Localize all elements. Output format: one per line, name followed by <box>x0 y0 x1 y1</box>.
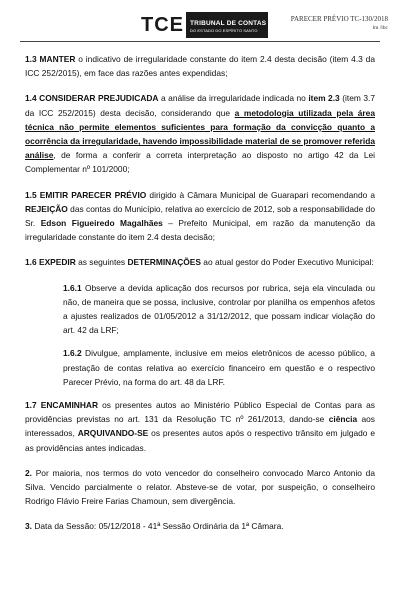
item-number: 1.5 <box>25 189 37 200</box>
paragraph-1-6 <box>25 255 375 269</box>
item-text: as seguintes <box>75 257 128 268</box>
item-text: ao atual gestor do Poder Executivo Municipal: <box>200 257 374 268</box>
item-number: 1.7 <box>25 400 37 411</box>
paragraph-1-6-1 <box>63 281 375 338</box>
paragraph-2 <box>25 466 375 509</box>
determinations-keyword: DETERMINAÇÕES <box>127 257 201 268</box>
item-number: 2. <box>25 467 32 478</box>
item-text: Divulgue, amplamente, inclusive em meios eletrônicos de acesso público, a prestação de contas relativa ao exercício financeiro em questão e o respectivo Parecer Prévio, na forma do art. 48 da LRF. <box>63 348 375 387</box>
item-text: , de forma a conferir a correta interpretação ao disposto no artigo 42 da Lei Complementar nº 101/2000; <box>25 150 375 175</box>
item-text: – Prefeito Municipal, em razão da manutenção da irregularidade constante do item 2.4 desta decisão; <box>25 218 375 243</box>
item-number: 1.4 <box>25 93 37 104</box>
doc-reference: PARECER PRÉVIO TC-130/2018 <box>290 15 388 23</box>
item-keyword: MANTER <box>39 54 76 64</box>
responsible-person: Edson Figueiredo Magalhães <box>40 218 163 229</box>
paragraph-1-3 <box>25 52 375 80</box>
arquivando-keyword: ARQUIVANDO-SE <box>77 428 149 439</box>
paragraph-1-6-2 <box>63 346 375 389</box>
item-text: a análise da irregularidade indicada no <box>158 93 309 104</box>
item-number: 1.6 <box>25 257 37 268</box>
item-number: 1.6.2 <box>63 348 82 359</box>
item-text: Por maioria, nos termos do voto vencedor do conselheiro convocado Marco Antonio da Silva. Vencido parcialmente o relator. Absteve-se de votar, por suspeição, o conselheiro Rodrigo Flávio Freire Farias Chamoun, sem divergência. <box>25 467 375 507</box>
item-text: os presentes autos após o respectivo trânsito em julgado e as providências antes indicadas. <box>25 428 375 453</box>
item-text: das contas do Município, relativa ao exercício de 2012, sob a responsabilidade do Sr. <box>25 203 375 229</box>
item-reference: item 2.3 <box>308 93 340 104</box>
item-text: os presentes autos ao Ministério Público Especial de Contas para as providências previstas no art. 131 da Resolução TC nº 261/2013, dando-se <box>25 400 375 425</box>
page-header <box>0 8 400 40</box>
item-text: dirigido à Câmara Municipal de Guarapari recomendando a <box>146 189 376 200</box>
paragraph-1-5 <box>25 188 375 245</box>
doc-initials: lm /lbc <box>372 25 388 31</box>
item-number: 1.3 <box>25 54 37 64</box>
header-reference <box>291 15 388 32</box>
item-text: aos interessados, <box>25 414 375 439</box>
item-keyword: ENCAMINHAR <box>40 400 98 411</box>
item-text: Observe a devida aplicação dos recursos por rubrica, seja ela vinculada ou não, de maneira que se possa, inclusive, controlar por planilha os empenhos afetos a ajustes realizados de 01/05/2012 a 31/12/2012, que possam indicar violação do art. 42 da LRF; <box>63 282 375 336</box>
item-text: Data da Sessão: 05/12/2018 - 41ª Sessão Ordinária da 1ª Câmara. <box>32 521 284 532</box>
logo-tce-text: TCE <box>141 14 184 36</box>
header-divider <box>20 41 380 42</box>
item-text: o indicativo de irregularidade constante do item 2.4 desta decisão (item 4.3 da ICC 252/2015), em face das razões antes expendidas; <box>25 54 375 79</box>
item-number: 1.6.1 <box>63 282 82 293</box>
item-text: (item 3.7 da ICC 252/2015) desta decisão, considerando que <box>25 93 375 118</box>
logo-line2: DO ESTADO DO ESPÍRITO SANTO <box>190 27 258 33</box>
paragraph-1-4 <box>25 91 375 176</box>
document-body <box>25 52 375 545</box>
underlined-statement: a metodologia utilizada pela área técnica não permite elementos suficientes para formação da convicção quanto a ocorrência da irregularidade, havendo impossibilidade material de se promover referida análise <box>25 107 376 161</box>
paragraph-1-7 <box>25 398 375 455</box>
item-keyword: EMITIR PARECER PRÉVIO <box>39 189 147 200</box>
paragraph-3 <box>25 519 375 533</box>
item-keyword: EXPEDIR <box>38 257 76 268</box>
ciencia-keyword: ciência <box>328 414 358 425</box>
item-number: 3. <box>25 521 32 532</box>
logo-line1: TRIBUNAL DE CONTAS <box>190 19 267 27</box>
tce-logo <box>141 12 268 38</box>
item-keyword: CONSIDERAR PREJUDICADA <box>39 93 159 104</box>
rejection-keyword: REJEIÇÃO <box>25 203 68 214</box>
logo-box <box>186 12 268 38</box>
